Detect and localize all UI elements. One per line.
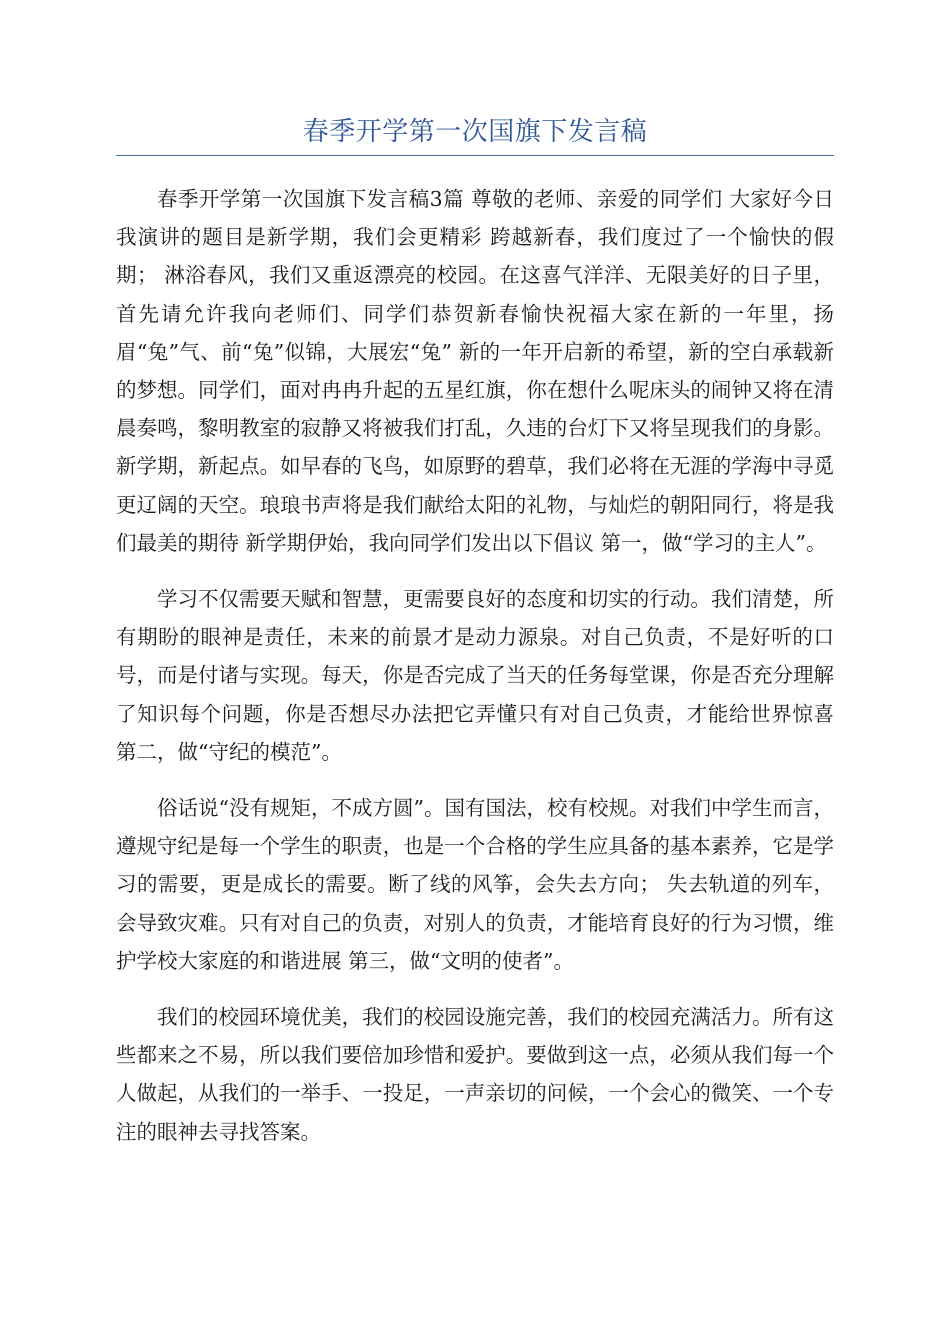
- body-paragraph-2: 学习不仅需要天赋和智慧，更需要良好的态度和切实的行动。我们清楚，所有期盼的眼神是责任，未来的前景才是动力源泉。对自己负责，不是好听的口号，而是付诸与实现。每天，你是否完成了当天的任务每堂课，你是否充分理解了知识每个问题，你是否想尽办法把它弄懂只有对自己负责，才能给世界惊喜 第二，做“守纪的模范”。: [116, 587, 834, 764]
- body-paragraph-1: 春季开学第一次国旗下发言稿3篇 尊敬的老师、亲爱的同学们 大家好今日我演讲的题目是新学期，我们会更精彩 跨越新春，我们度过了一个愉快的假期； 淋浴春风，我们又重返漂亮的校园。在这喜气洋洋、无限美好的日子里，首先请允许我向老师们、同学们恭贺新春愉快祝福大家在新的一年里，扬眉“兔”气、前“兔”似锦，大展宏“兔” 新的一年开启新的希望，新的空白承载新的梦想。同学们，面对冉冉升起的五星红旗，你在想什么呢床头的闹钟又将在清晨奏鸣，黎明教室的寂静又将被我们打乱，久违的台灯下又将呈现我们的身影。新学期，新起点。如早春的飞鸟，如原野的碧草，我们必将在无涯的学海中寻觅更辽阔的天空。琅琅书声将是我们献给太阳的礼物，与灿烂的朝阳同行，将是我们最美的期待 新学期伊始，我向同学们发出以下倡议 第一，做“学习的主人”。: [116, 187, 834, 555]
- document-title: 春季开学第一次国旗下发言稿: [302, 117, 648, 147]
- body-paragraph-3: 俗话说“没有规矩，不成方圆”。国有国法，校有校规。对我们中学生而言，遵规守纪是每一个学生的职责，也是一个合格的学生应具备的基本素养，它是学习的需要，更是成长的需要。断了线的风筝，会失去方向； 失去轨道的列车，会导致灾难。只有对自己的负责，对别人的负责，才能培育良好的行为习惯，维护学校大家庭的和谐进展 第三，做“文明的使者”。: [116, 796, 834, 973]
- document-body: [116, 180, 834, 1169]
- body-paragraph-4: 我们的校园环境优美，我们的校园设施完善，我们的校园充满活力。所有这些都来之不易，所以我们要倍加珍惜和爱护。要做到这一点，必须从我们每一个人做起，从我们的一举手、一投足，一声亲切的问候，一个会心的微笑、一个专注的眼神去寻找答案。: [116, 1005, 834, 1144]
- title-underline-divider: [116, 155, 834, 156]
